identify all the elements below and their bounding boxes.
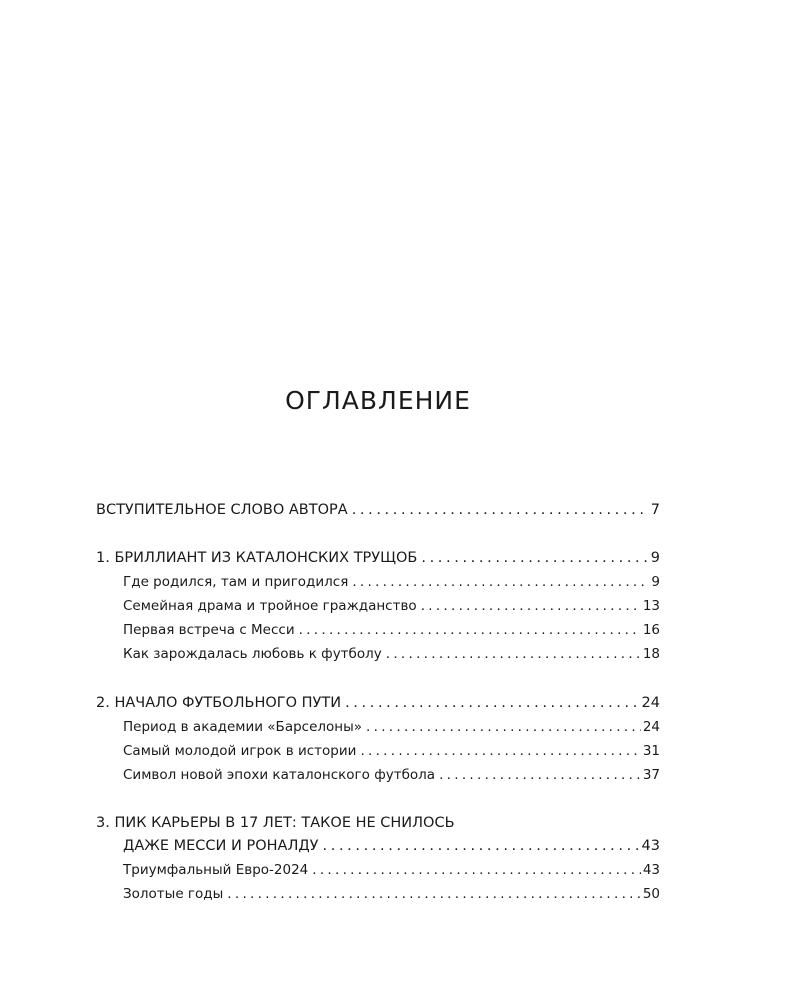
toc-page-number: 16 bbox=[642, 622, 660, 638]
toc-section bbox=[96, 858, 660, 882]
toc-entry-label: ВСТУПИТЕЛЬНОЕ СЛОВО АВТОРА bbox=[96, 502, 348, 518]
toc-section-label: Золотые годы bbox=[123, 886, 224, 902]
toc-chapter-label: 1. БРИЛЛИАНТ ИЗ КАТАЛОНСКИХ ТРУЩОБ bbox=[96, 550, 418, 566]
toc-page-number: 13 bbox=[642, 598, 660, 614]
toc-title: ОГЛАВЛЕНИЕ bbox=[285, 386, 471, 415]
dot-leader bbox=[439, 763, 641, 787]
toc-section bbox=[96, 570, 660, 594]
dot-leader bbox=[386, 642, 641, 666]
toc-page-number: 43 bbox=[642, 862, 660, 878]
toc-section-label: Символ новой эпохи каталонского футбола bbox=[123, 767, 436, 783]
toc-section-label: Триумфальный Евро-2024 bbox=[123, 862, 309, 878]
dot-leader bbox=[421, 594, 641, 618]
toc-page-number: 37 bbox=[642, 767, 660, 783]
toc-entry-intro bbox=[96, 498, 660, 522]
toc-chapter-2 bbox=[96, 691, 660, 715]
toc-section bbox=[96, 642, 660, 666]
dot-leader bbox=[227, 882, 641, 906]
toc-chapter-3-line-1: 3. ПИК КАРЬЕРЫ В 17 ЛЕТ: ТАКОЕ НЕ СНИЛОСЬ bbox=[96, 815, 455, 831]
toc-section-label: Как зарождалась любовь к футболу bbox=[123, 646, 382, 662]
toc-page-number: 9 bbox=[650, 550, 660, 566]
dot-leader bbox=[421, 546, 648, 570]
toc-section-label: Период в академии «Барселоны» bbox=[123, 719, 363, 735]
toc-section-label: Самый молодой игрок в истории bbox=[123, 743, 357, 759]
dot-leader bbox=[312, 858, 641, 882]
toc-page-number: 50 bbox=[642, 886, 660, 902]
toc-section-label: Где родился, там и пригодился bbox=[123, 574, 349, 590]
toc-section bbox=[96, 618, 660, 642]
toc-chapter-1 bbox=[96, 546, 660, 570]
toc-page-number: 7 bbox=[650, 502, 660, 518]
dot-leader bbox=[366, 715, 641, 739]
toc-section-label: Семейная драма и тройное гражданство bbox=[123, 598, 417, 614]
toc-section bbox=[96, 882, 660, 906]
toc-chapter-label: 2. НАЧАЛО ФУТБОЛЬНОГО ПУТИ bbox=[96, 695, 342, 711]
dot-leader bbox=[352, 570, 649, 594]
toc-page-number: 24 bbox=[642, 719, 660, 735]
toc-section bbox=[96, 594, 660, 618]
dot-leader bbox=[352, 498, 649, 522]
toc-page-number: 43 bbox=[641, 838, 660, 854]
dot-leader bbox=[323, 834, 640, 858]
toc-chapter-3 bbox=[96, 834, 660, 858]
toc-page-number: 18 bbox=[642, 646, 660, 662]
toc-section-label: Первая встреча с Месси bbox=[123, 622, 295, 638]
toc-chapter-label: ДАЖЕ МЕССИ И РОНАЛДУ bbox=[123, 838, 319, 854]
toc-page-number: 24 bbox=[641, 695, 660, 711]
table-of-contents bbox=[96, 498, 660, 906]
dot-leader bbox=[345, 691, 639, 715]
toc-page-number: 31 bbox=[642, 743, 660, 759]
toc-section bbox=[96, 715, 660, 739]
dot-leader bbox=[299, 618, 641, 642]
toc-section bbox=[96, 739, 660, 763]
toc-section bbox=[96, 763, 660, 787]
dot-leader bbox=[360, 739, 640, 763]
toc-page-number: 9 bbox=[651, 574, 660, 590]
